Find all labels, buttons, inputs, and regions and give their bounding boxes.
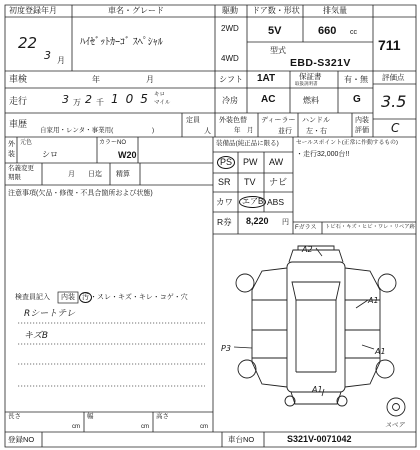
damage-mark-rear: A1: [312, 385, 323, 394]
ac-label: 冷房: [222, 96, 238, 105]
repaint-year-unit: 年: [234, 127, 241, 134]
mileage-man-unit: 万: [73, 98, 81, 107]
equipment-title: 装備品(純正品に限る): [216, 140, 279, 147]
model-code-label: 型式: [270, 46, 286, 55]
lot-number: 711: [378, 37, 401, 53]
damage-mark-right-rear: A1: [375, 347, 386, 356]
registration-no-label: 登録NO: [8, 435, 35, 444]
car-left-side: [252, 268, 287, 387]
length-label: 長さ: [8, 413, 21, 420]
drive-label: 駆動: [222, 6, 238, 15]
damage-mark-front: A2: [302, 245, 313, 254]
shaken-month-unit: 月: [146, 75, 154, 84]
inspector-interior-label: 内装: [61, 294, 75, 301]
equipment-aw: AW: [269, 157, 284, 167]
registration-month-unit: 月: [57, 56, 65, 65]
shift-label: シフト: [219, 75, 243, 84]
history-options: 自家用・レンタ・事業用(: [40, 127, 114, 134]
mileage-km-label: キロ: [154, 92, 166, 98]
score-label: 評価点: [382, 73, 405, 82]
door-count: 5V: [268, 25, 282, 37]
parallel-import-label: 並行: [278, 128, 292, 135]
windshield-options: トビ石・キズ・ヒビ・ワレ・リペア跡: [325, 224, 415, 230]
spare-tire-hub: [393, 404, 400, 411]
inspector-note-1: Rシートテレ: [24, 309, 76, 319]
wheel-rear-right: [376, 360, 394, 378]
equipment-tv: TV: [244, 177, 256, 187]
mileage-label: 走行: [9, 96, 28, 106]
inspector-interior-options: ・スレ・キズ・キレ・コゲ・穴: [90, 294, 188, 301]
drive-2wd: 2WD: [221, 24, 239, 33]
steering-options: 左・右: [306, 128, 327, 135]
equipment-pw: PW: [243, 157, 258, 167]
mileage-sen: 2: [85, 93, 92, 106]
drive-4wd: 4WD: [221, 54, 239, 63]
equipment-sr: SR: [218, 177, 231, 187]
interior-score-label-bottom: 評価: [355, 127, 369, 134]
sales-point-text: ・走行32,000台!!: [296, 151, 350, 158]
interior-score-label-top: 内装: [355, 117, 369, 124]
car-roof-lines: [296, 300, 336, 372]
equipment-ps: PS: [217, 156, 235, 169]
history-label: 車歴: [9, 119, 28, 129]
damage-mark-right-front: A1: [368, 296, 379, 305]
chassis-no: S321V-0071042: [287, 434, 352, 444]
auction-score: 3.5: [381, 92, 407, 111]
color-no: W20: [118, 150, 137, 160]
manual-label: 取扱説明書: [295, 81, 318, 86]
car-right-side: [345, 268, 380, 387]
mileage-mile-label: マイル: [154, 100, 171, 106]
inspector-interior-dirt: 汚: [79, 292, 92, 303]
wheel-front-left: [236, 274, 254, 292]
doors-shape-label: ドア数・形状: [252, 6, 300, 15]
registration-month: 3: [44, 49, 51, 62]
mileage-sen-unit: 千: [96, 98, 104, 107]
equipment-abs: ABS: [267, 197, 285, 207]
name-grade-label: 車名・グレード: [108, 6, 164, 15]
mileage-rest: 105: [111, 92, 155, 106]
notes-title: 注意事項(欠品・修復・不具合箇所および状態): [8, 190, 153, 197]
registration-year: 22: [18, 34, 38, 52]
mileage-man: 3: [62, 93, 69, 106]
displacement-value: 660: [318, 25, 337, 37]
model-code: EBD-S321V: [290, 57, 351, 69]
warranty-label: 保証書: [299, 72, 322, 81]
repaint-month-unit: 月: [247, 127, 254, 134]
width-label: 幅: [87, 413, 94, 420]
name-change-label-bottom: 期限: [8, 174, 21, 181]
equipment-navi: ナビ: [269, 177, 288, 187]
height-label: 高さ: [156, 413, 169, 420]
original-color-label: 元色: [20, 140, 33, 146]
capacity-label: 定員: [186, 117, 200, 124]
car-name-grade: ﾊｲｾﾞｯﾄｶｰｺﾞ ｽﾍﾟｼｬﾙ: [80, 37, 163, 48]
recycle-ticket-label: R券: [217, 217, 232, 227]
rear-wheel-left-small: [285, 396, 295, 406]
ac-value: AC: [261, 94, 276, 105]
repaint-label: 外装色替: [219, 117, 247, 124]
history-options-close: ): [152, 127, 155, 134]
windshield-label: Fガラス: [295, 225, 317, 231]
inspector-label: 検査員記入: [15, 294, 50, 301]
capacity-unit: 人: [204, 128, 211, 135]
recycle-amount: 8,220: [246, 216, 269, 226]
displacement-unit: cc: [350, 29, 357, 36]
warranty-yes-no: 有・無: [344, 75, 368, 84]
original-color: シロ: [42, 150, 58, 159]
dealer-label: ディーラー: [261, 117, 296, 124]
name-change-month-unit: 月: [68, 171, 75, 178]
rear-wheel-right-small: [337, 396, 347, 406]
spare-tire-icon: [387, 398, 405, 416]
first-registration-label: 初度登録年月: [9, 6, 57, 15]
color-no-label: カラーNO: [99, 140, 127, 146]
chassis-no-label: 車台NO: [228, 435, 255, 444]
interior-score: C: [391, 121, 400, 135]
width-unit: cm: [141, 424, 149, 430]
displacement-label: 排気量: [323, 6, 347, 15]
steering-label: ハンドル: [302, 117, 330, 124]
shaken-label: 車検: [9, 74, 28, 84]
damage-mark-left: P3: [221, 344, 231, 353]
height-unit: cm: [200, 424, 208, 430]
spare-label: スペア: [385, 421, 405, 429]
recycle-unit: 円: [282, 219, 289, 226]
exterior-label-bottom: 装: [8, 151, 15, 158]
wheel-front-right: [378, 274, 396, 292]
fuel-label: 燃料: [303, 96, 319, 105]
settlement-label: 精算: [116, 171, 130, 178]
inspector-note-2: キズB: [24, 331, 48, 341]
fuel-value: G: [353, 94, 361, 105]
name-change-label-top: 名義変更: [8, 165, 34, 172]
wheel-rear-left: [238, 360, 256, 378]
length-unit: cm: [72, 424, 80, 430]
exterior-label-top: 外: [8, 141, 15, 148]
shaken-year-unit: 年: [92, 75, 100, 84]
car-windshield: [292, 282, 340, 300]
name-change-day-unit: 日迄: [88, 171, 102, 178]
shift-value: 1AT: [257, 73, 276, 84]
sales-point-title: セールスポイント(正常に作動するもの): [296, 140, 398, 146]
equipment-leather: カワ: [216, 197, 234, 207]
equipment-airbag: エアB: [239, 196, 266, 208]
